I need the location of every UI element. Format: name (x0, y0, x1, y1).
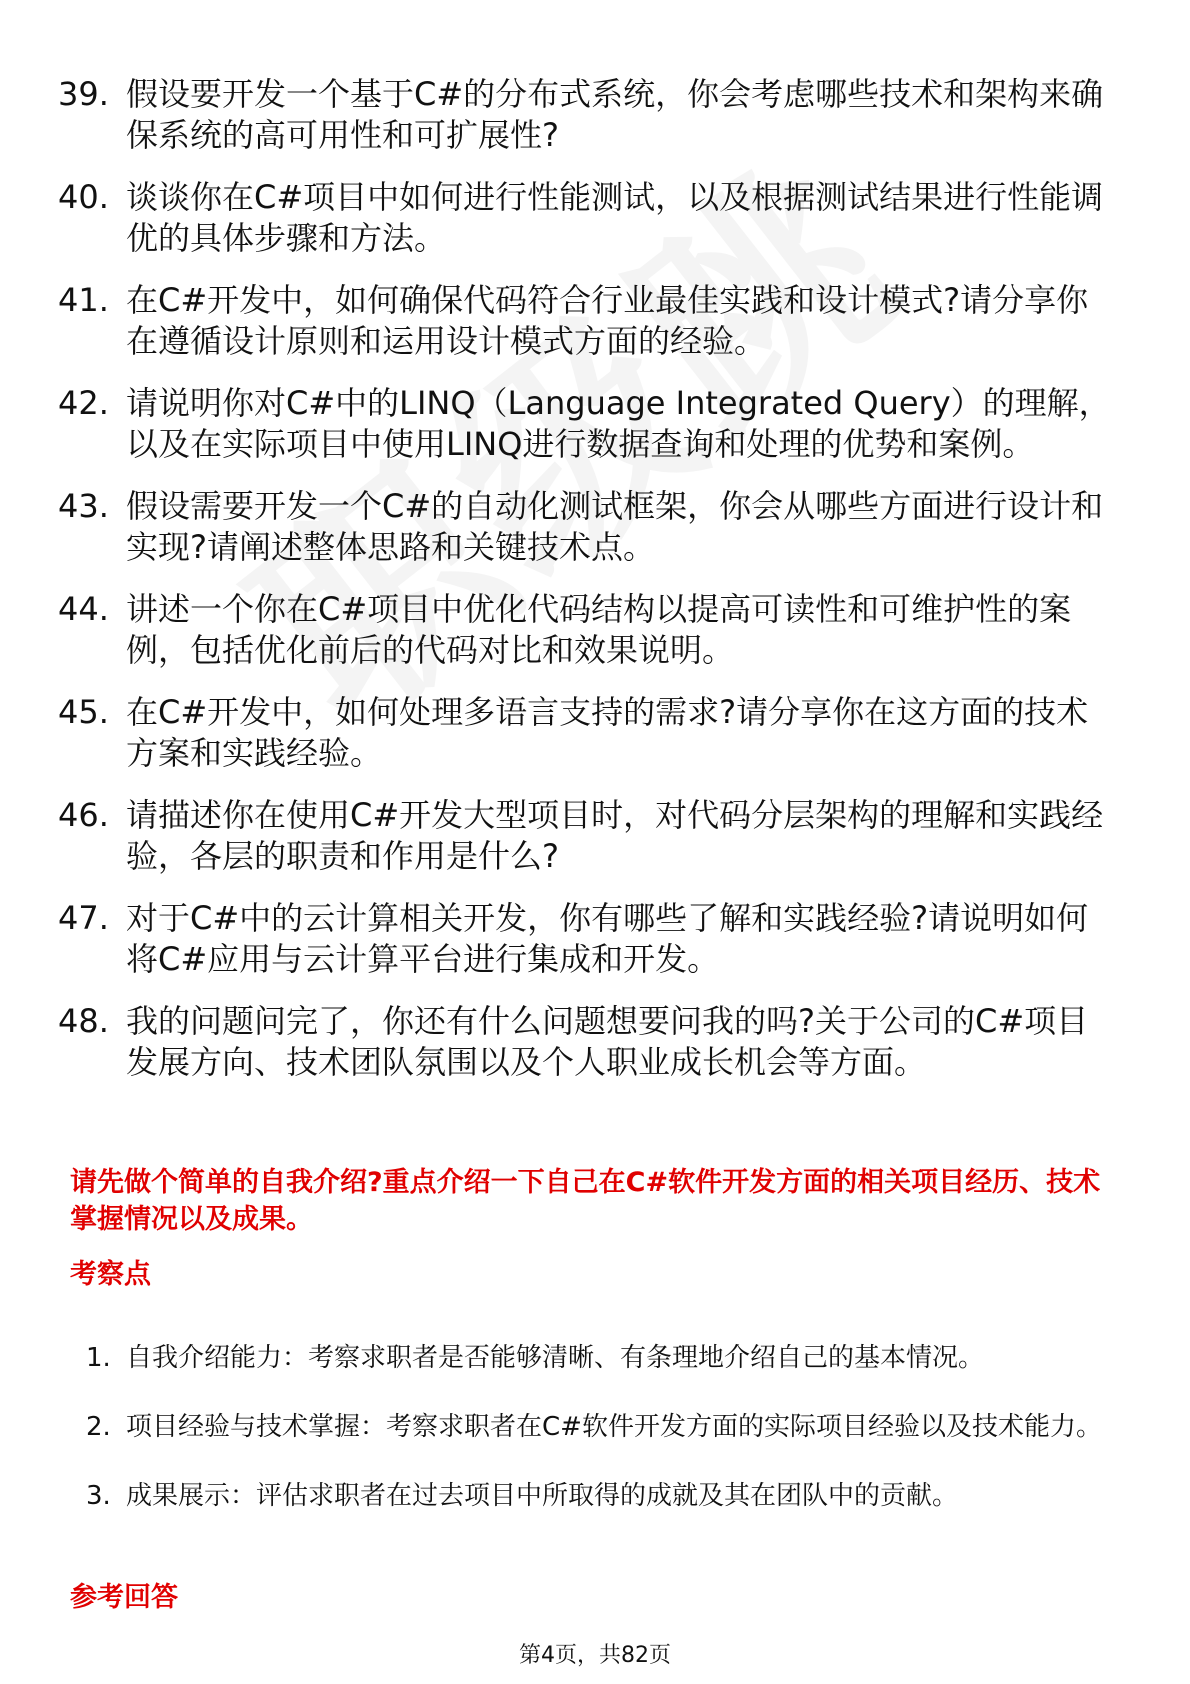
question-number: 42. (58, 384, 109, 422)
question-number: 48. (58, 1002, 109, 1040)
question-number: 44. (58, 590, 109, 628)
question-item (58, 1001, 1118, 1083)
point-text: 项目经验与技术掌握：考察求职者在C#软件开发方面的实际项目经验以及技术能力。 (126, 1412, 1102, 1442)
examine-point-list (86, 1330, 1126, 1537)
section-answer-title: 参考回答 (70, 1582, 178, 1613)
question-text: 讲述一个你在C#项目中优化代码结构以提高可读性和可维护性的案例，包括优化前后的代码对比和效果说明。 (126, 590, 1072, 669)
question-heading: 请先做个简单的自我介绍?重点介绍一下自己在C#软件开发方面的相关项目经历、技术掌握情况以及成果。 (70, 1167, 1101, 1235)
section-examine-title: 考察点 (70, 1259, 151, 1290)
question-item (58, 486, 1118, 568)
question-item (58, 177, 1118, 259)
question-item (58, 589, 1118, 671)
page-footer: 第4页，共82页 (519, 1643, 671, 1668)
question-text: 请说明你对C#中的LINQ（Language Integrated Query）的理解，以及在实际项目中使用LINQ进行数据查询和处理的优势和案例。 (126, 384, 1111, 463)
question-list (58, 74, 1118, 1104)
point-text: 成果展示：评估求职者在过去项目中所取得的成就及其在团队中的贡献。 (126, 1481, 959, 1511)
examine-point (86, 1399, 1126, 1456)
point-text: 自我介绍能力：考察求职者是否能够清晰、有条理地介绍自己的基本情况。 (126, 1343, 985, 1373)
question-text: 对于C#中的云计算相关开发，你有哪些了解和实践经验?请说明如何将C#应用与云计算平台进行集成和开发。 (126, 899, 1089, 978)
question-item (58, 795, 1118, 877)
point-number: 2. (86, 1412, 111, 1442)
point-number: 3. (86, 1481, 111, 1511)
question-number: 40. (58, 178, 109, 216)
question-text: 假设需要开发一个C#的自动化测试框架，你会从哪些方面进行设计和实现?请阐述整体思路和关键技术点。 (126, 487, 1104, 566)
question-text: 我的问题问完了，你还有什么问题想要问我的吗?关于公司的C#项目发展方向、技术团队氛围以及个人职业成长机会等方面。 (126, 1002, 1089, 1081)
question-text: 在C#开发中，如何确保代码符合行业最佳实践和设计模式?请分享你在遵循设计原则和运用设计模式方面的经验。 (126, 281, 1089, 360)
question-item (58, 383, 1118, 465)
question-text: 假设要开发一个基于C#的分布式系统，你会考虑哪些技术和架构来确保系统的高可用性和可扩展性? (126, 75, 1104, 154)
question-item (58, 74, 1118, 156)
question-item (58, 692, 1118, 774)
point-number: 1. (86, 1343, 111, 1373)
question-number: 39. (58, 75, 109, 113)
question-number: 47. (58, 899, 109, 937)
question-number: 43. (58, 487, 109, 525)
question-item (58, 280, 1118, 362)
question-text: 在C#开发中，如何处理多语言支持的需求?请分享你在这方面的技术方案和实践经验。 (126, 693, 1089, 772)
question-number: 45. (58, 693, 109, 731)
question-text: 谈谈你在C#项目中如何进行性能测试，以及根据测试结果进行性能调优的具体步骤和方法。 (126, 178, 1104, 257)
question-number: 46. (58, 796, 109, 834)
question-text: 请描述你在使用C#开发大型项目时，对代码分层架构的理解和实践经验，各层的职责和作用是什么? (126, 796, 1104, 875)
examine-point (86, 1468, 1126, 1525)
question-item (58, 898, 1118, 980)
question-number: 41. (58, 281, 109, 319)
examine-point (86, 1330, 1126, 1387)
